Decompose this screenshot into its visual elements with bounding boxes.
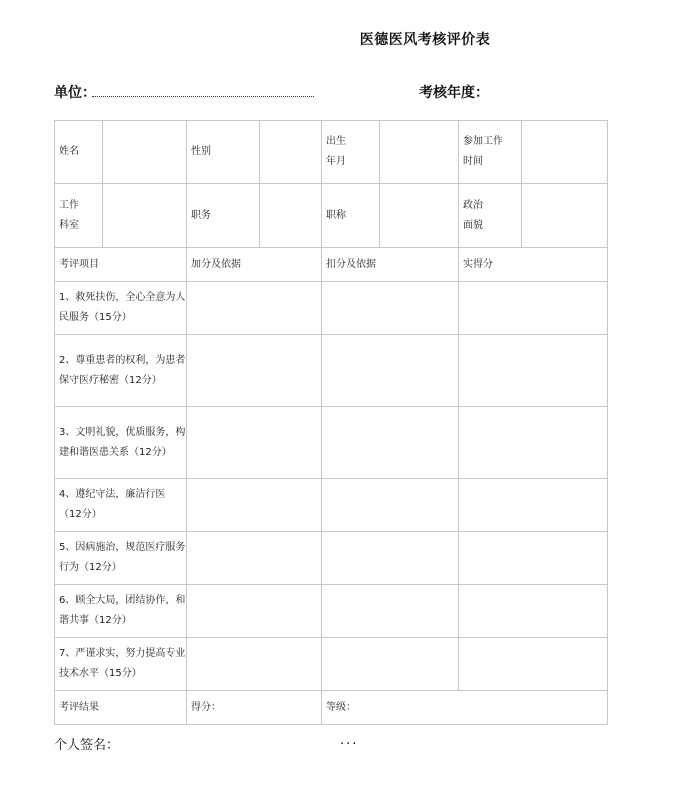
birth-label-line1: 出生 <box>326 136 346 147</box>
dept-cell[interactable] <box>103 184 187 248</box>
ellipsis-mark: ... <box>340 733 359 748</box>
birth-cell[interactable] <box>380 121 459 184</box>
item-4-bonus[interactable] <box>187 479 322 532</box>
item-4: 4、遵纪守法，廉洁行医（12分） <box>55 479 187 532</box>
gender-label: 性别 <box>187 121 260 184</box>
item-4-actual[interactable] <box>459 479 608 532</box>
item-2: 2、尊重患者的权利，为患者保守医疗秘密（12分） <box>55 335 187 407</box>
col-header-actual: 实得分 <box>459 248 608 282</box>
work-start-label <box>459 121 522 184</box>
item-3-actual[interactable] <box>459 407 608 479</box>
gender-cell[interactable] <box>260 121 322 184</box>
col-header-item: 考评项目 <box>55 248 187 282</box>
political-label-line2: 面貌 <box>463 219 483 231</box>
signature-label: 个人签名： <box>54 738 120 753</box>
item-7: 7、严谨求实，努力提高专业技术水平（15分） <box>55 638 187 691</box>
dept-label-line1: 工作 <box>59 199 79 211</box>
item-5-deduct[interactable] <box>322 532 459 585</box>
rank-label: 职称 <box>322 184 380 248</box>
item-5-bonus[interactable] <box>187 532 322 585</box>
work-start-label-line1: 参加工作 <box>463 136 503 147</box>
item-6-actual[interactable] <box>459 585 608 638</box>
work-start-label-line2: 时间 <box>463 156 483 167</box>
item-1: 1、救死扶伤，全心全意为人民服务（15分） <box>55 282 187 335</box>
work-start-cell[interactable] <box>522 121 608 184</box>
position-cell[interactable] <box>260 184 322 248</box>
item-1-actual[interactable] <box>459 282 608 335</box>
item-2-deduct[interactable] <box>322 335 459 407</box>
position-label: 职务 <box>187 184 260 248</box>
dept-label <box>55 184 103 248</box>
political-label-line1: 政治 <box>463 199 483 211</box>
item-7-actual[interactable] <box>459 638 608 691</box>
item-5-actual[interactable] <box>459 532 608 585</box>
year-label: 考核年度： <box>419 85 489 101</box>
birth-label <box>322 121 380 184</box>
unit-fill-line[interactable] <box>92 96 314 97</box>
form-title: 医德医风考核评价表 <box>359 32 491 48</box>
col-header-deduct: 扣分及依据 <box>322 248 459 282</box>
result-label: 考评结果 <box>55 691 187 725</box>
item-6-deduct[interactable] <box>322 585 459 638</box>
item-7-bonus[interactable] <box>187 638 322 691</box>
item-6: 6、顾全大局，团结协作，和谐共事（12分） <box>55 585 187 638</box>
birth-label-line2: 年月 <box>326 156 346 167</box>
item-7-deduct[interactable] <box>322 638 459 691</box>
political-label <box>459 184 522 248</box>
col-header-bonus: 加分及依据 <box>187 248 322 282</box>
dept-label-line2: 科室 <box>59 219 79 231</box>
item-2-bonus[interactable] <box>187 335 322 407</box>
result-grade[interactable]: 等级： <box>322 691 608 725</box>
item-2-actual[interactable] <box>459 335 608 407</box>
item-1-deduct[interactable] <box>322 282 459 335</box>
item-3: 3、文明礼貌，优质服务，构建和谐医患关系（12分） <box>55 407 187 479</box>
name-label: 姓名 <box>55 121 103 184</box>
name-cell[interactable] <box>103 121 187 184</box>
rank-cell[interactable] <box>380 184 459 248</box>
result-score[interactable]: 得分： <box>187 691 322 725</box>
item-3-bonus[interactable] <box>187 407 322 479</box>
item-5: 5、因病施治，规范医疗服务行为（12分） <box>55 532 187 585</box>
item-4-deduct[interactable] <box>322 479 459 532</box>
item-3-deduct[interactable] <box>322 407 459 479</box>
item-1-bonus[interactable] <box>187 282 322 335</box>
item-6-bonus[interactable] <box>187 585 322 638</box>
political-cell[interactable] <box>522 184 608 248</box>
unit-label: 单位： <box>54 85 96 101</box>
evaluation-table <box>54 120 608 725</box>
